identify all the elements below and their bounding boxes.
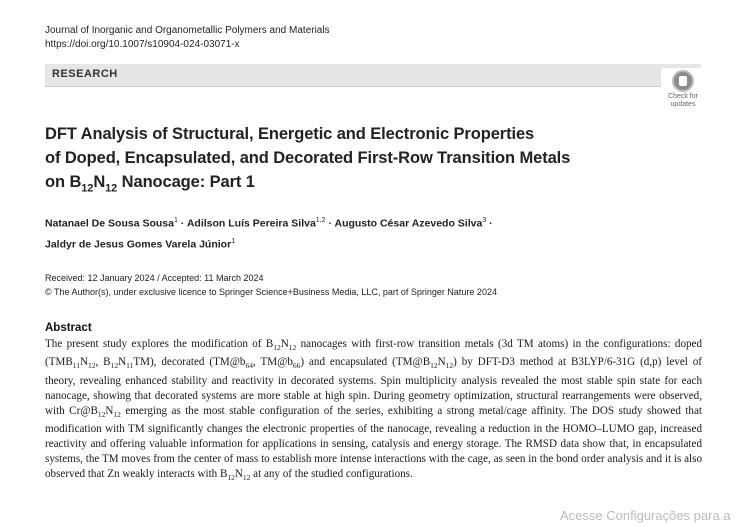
affiliation-mark: 1 <box>231 237 236 245</box>
author-name[interactable]: Adilson Luís Pereira Silva <box>186 217 316 230</box>
abstract-subscript: 12 <box>273 343 281 353</box>
abstract-text: N <box>280 338 289 350</box>
author-name[interactable]: Jaldyr de Jesus Gomes Varela Júnior <box>45 238 232 250</box>
abstract-text: , B <box>95 356 111 369</box>
abstract-text: at any of the studied configurations. <box>250 468 413 481</box>
copyright-notice: © The Author(s), under exclusive licence to Springer Science+Business Media, LLC, part of Springer Nature 2024 <box>45 287 497 297</box>
abstract-subscript: 12 <box>87 361 96 371</box>
abstract-subscript: 12 <box>242 473 251 483</box>
publication-dates <box>45 271 497 299</box>
abstract-subscript: 12 <box>110 361 119 371</box>
abstract-subscript: 12 <box>227 473 235 483</box>
check-updates-line1: Check for <box>668 93 698 100</box>
affiliation-mark: 3 <box>482 217 487 224</box>
abstract-text: N <box>79 356 88 369</box>
journal-header <box>45 24 330 52</box>
affiliation-mark: 1,2 <box>315 217 326 224</box>
abstract-subscript: 11 <box>72 361 80 371</box>
abstract-text: N <box>437 356 446 369</box>
abstract-subscript: 12 <box>445 361 454 371</box>
abstract-text: N <box>118 356 127 369</box>
author-line-1: Natanael De Sousa Sousa$^1$ · Adilson Luís Pereira Silva$^{1,2}$ · Augusto César Azevedo Silva$^3$ · <box>45 217 493 230</box>
abstract-heading: Abstract <box>45 322 92 334</box>
abstract-body <box>45 337 702 486</box>
abstract-text: ) and encapsulated (TM@B <box>300 356 431 369</box>
abstract-text: , TM@b <box>252 356 293 369</box>
author-name[interactable]: Natanael De Sousa Sousa <box>45 217 174 230</box>
abstract-text: emerging as the most stable configuration of the series, exhibiting a strong metal/cage affinity. The DOS study showed that modification with TM significantly changes the electronic properties of the nanocage, revealing a reduction in the HOMO–LUMO gap, increased reactivity and offering valuable information for applications in sensing, catalysis and energy storage. The RMSD data show that, in encapsulated systems, the TM moves from the center of mass to establish more intense interactions with the cage, as seen in the bond order analysis and it is also observed that Zn weakly interacts with B <box>45 404 702 481</box>
journal-doi[interactable]: https://doi.org/10.1007/s10904-024-03071-x <box>45 39 240 50</box>
abstract-subscript: 66 <box>292 361 301 371</box>
abstract-text: nanocages with first-row transition metals (3d TM atoms) in the configurations: doped (TMB <box>45 338 703 369</box>
check-for-updates-badge[interactable] <box>661 68 705 110</box>
abstract-text: ) by DFT-D3 method at B3LYP/6-31G (d,p) level of theory, revealing enhanced stability and reactivity in decorated systems. Spin multiplicity analysis revealed the most stable spin state for each nanocage, showing that decorated systems are more stable at high spin. During geometry optimization, structural rearrangements were observed, with Cr@B <box>45 356 702 417</box>
abstract-text: N <box>234 468 243 481</box>
abstract-text: TM), decorated (TM@b <box>133 356 246 369</box>
author-line-2 <box>45 233 685 254</box>
abstract-subscript: 12 <box>97 410 106 420</box>
check-updates-line2: updates <box>670 101 696 108</box>
received-accepted: Received: 12 January 2024 / Accepted: 11 March 2024 <box>45 273 264 283</box>
abstract-text: N <box>105 404 114 417</box>
journal-name: Journal of Inorganic and Organometallic Polymers and Materials <box>45 25 330 36</box>
windows-activation-watermark: Acesse Configurações para a <box>560 508 731 523</box>
abstract-subscript: 12 <box>288 343 297 353</box>
paper-title <box>45 122 665 200</box>
abstract-subscript: 64 <box>245 361 253 371</box>
section-bar <box>45 64 701 87</box>
title-line-2: of Doped, Encapsulated, and Decorated First-Row Transition Metals <box>45 149 571 167</box>
author-list <box>45 212 685 253</box>
abstract-subscript: 12 <box>113 410 121 420</box>
abstract-subscript: 12 <box>430 361 438 371</box>
title-line-1: DFT Analysis of Structural, Energetic and Electronic Properties <box>45 125 535 143</box>
section-label: RESEARCH <box>52 68 118 80</box>
abstract-text: The present study explores the modification of B <box>45 338 274 350</box>
abstract-subscript: 11 <box>126 361 134 371</box>
title-line-3: on $B_{12}N_{12}$ Nanocage: Part 1 <box>45 173 255 195</box>
author-name[interactable]: Augusto César Azevedo Silva <box>334 217 483 230</box>
affiliation-mark: 1 <box>173 217 178 224</box>
check-for-updates-icon <box>672 70 694 92</box>
